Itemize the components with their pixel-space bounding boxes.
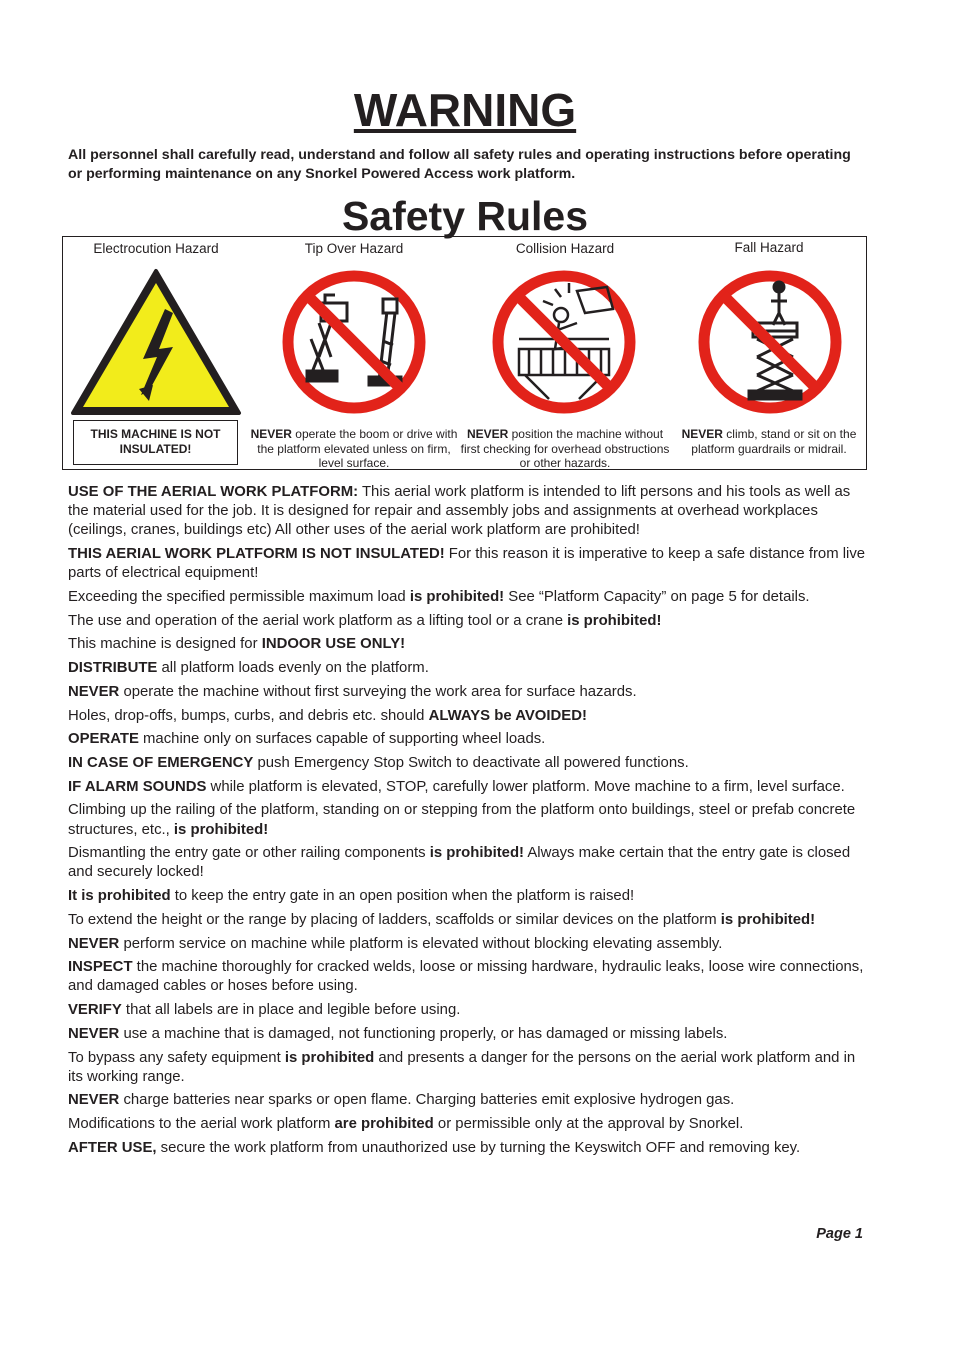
safety-rule: Climbing up the railing of the platform, standing on or stepping from the platform onto buildings, steel or prefab concrete structures, etc., is prohibited!	[68, 802, 856, 838]
safety-rule: NEVER use a machine that is damaged, not functioning properly, or has damaged or missing labels.	[68, 1025, 728, 1042]
safety-rule: Holes, drop-offs, bumps, curbs, and debris etc. should ALWAYS be AVOIDED!	[68, 707, 587, 724]
safety-rule: THIS AERIAL WORK PLATFORM IS NOT INSULATED! For this reason it is imperative to keep a safe distance from live parts of electrical equipment!	[68, 546, 866, 582]
safety-rule: NEVER perform service on machine while platform is elevated without blocking elevating assembly.	[68, 935, 723, 952]
fall-prohibited-icon	[695, 267, 845, 417]
hazard-electrocution	[63, 237, 249, 469]
safety-rule: IN CASE OF EMERGENCY push Emergency Stop Switch to deactivate all powered functions.	[68, 754, 689, 771]
hazard-title: Tip Over Hazard	[304, 241, 404, 256]
hazard-fall	[671, 237, 867, 469]
not-insulated-notice	[73, 420, 238, 465]
safety-rule: INSPECT the machine thoroughly for cracked welds, loose or missing hardware, hydraulic leaks, loose wire connections, and damaged cables or hoses before using.	[68, 959, 864, 995]
safety-rule: Exceeding the specified permissible maximum load is prohibited! See “Platform Capacity” on page 5 for details.	[68, 589, 810, 606]
safety-rule: USE OF THE AERIAL WORK PLATFORM: This aerial work platform is intended to lift persons and his tools as well as the material used for the job. It is designed for repair and assembly jobs and assignments at overhead workplaces (ceilings, cranes, buildings etc) All other uses of the aerial work platform are prohibited!	[68, 484, 851, 539]
hazard-title: Collision Hazard	[515, 241, 615, 256]
safety-rule: It is prohibited to keep the entry gate in an open position when the platform is raised!	[68, 888, 635, 905]
hazard-title: Electrocution Hazard	[93, 241, 219, 256]
safety-rule: To bypass any safety equipment is prohibited and presents a danger for the persons on the aerial work platform and in its working range.	[68, 1049, 856, 1085]
hazard-description: NEVER operate the boom or drive with the platform elevated unless on firm, level surface.	[250, 427, 458, 471]
hazard-description: NEVER climb, stand or sit on the platform guardrails or midrail.	[681, 427, 857, 456]
safety-rule: AFTER USE, secure the work platform from unauthorized use by turning the Keyswitch OFF and removing key.	[68, 1139, 801, 1156]
safety-rule: OPERATE machine only on surfaces capable of supporting wheel loads.	[68, 731, 546, 748]
hazard-panel	[62, 236, 867, 470]
collision-prohibited-icon	[489, 267, 639, 417]
hazard-title: Fall Hazard	[734, 240, 804, 255]
electrocution-warning-icon	[69, 267, 243, 419]
hazard-tip-over	[249, 237, 459, 469]
safety-rule: VERIFY that all labels are in place and legible before using.	[68, 1002, 461, 1019]
hazard-collision	[459, 237, 671, 469]
safety-rule: To extend the height or the range by placing of ladders, scaffolds or similar devices on the platform is prohibited!	[68, 911, 816, 928]
hazard-description: NEVER position the machine without first checking for overhead obstructions or other hazards.	[460, 427, 670, 471]
safety-rule: NEVER charge batteries near sparks or open flame. Charging batteries emit explosive hydrogen gas.	[68, 1092, 735, 1109]
safety-rule: The use and operation of the aerial work platform as a lifting tool or a crane is prohibited!	[68, 612, 662, 629]
tip-over-prohibited-icon	[279, 267, 429, 417]
safety-rule: Modifications to the aerial work platform are prohibited or permissible only at the approval by Snorkel.	[68, 1116, 744, 1133]
safety-rule: IF ALARM SOUNDS while platform is elevated, STOP, carefully lower platform. Move machine to a firm, level surface.	[68, 778, 845, 795]
notice-text: THIS MACHINE IS NOT INSULATED!	[90, 427, 221, 456]
safety-rules-list	[68, 483, 868, 1163]
page-number: Page 1	[816, 1226, 863, 1242]
safety-rule: Dismantling the entry gate or other railing components is prohibited! Always make certain that the entry gate is closed and securely locked!	[68, 845, 851, 881]
intro-paragraph: All personnel shall carefully read, understand and follow all safety rules and operating instructions before operating or performing maintenance on any Snorkel Powered Access work platform.	[68, 147, 851, 182]
safety-rule: DISTRIBUTE all platform loads evenly on the platform.	[68, 660, 429, 677]
page-title: WARNING	[353, 84, 577, 136]
safety-rule: This machine is designed for INDOOR USE ONLY!	[68, 636, 406, 653]
safety-rule: NEVER operate the machine without first surveying the work area for surface hazards.	[68, 683, 637, 700]
section-title: Safety Rules	[341, 193, 589, 239]
